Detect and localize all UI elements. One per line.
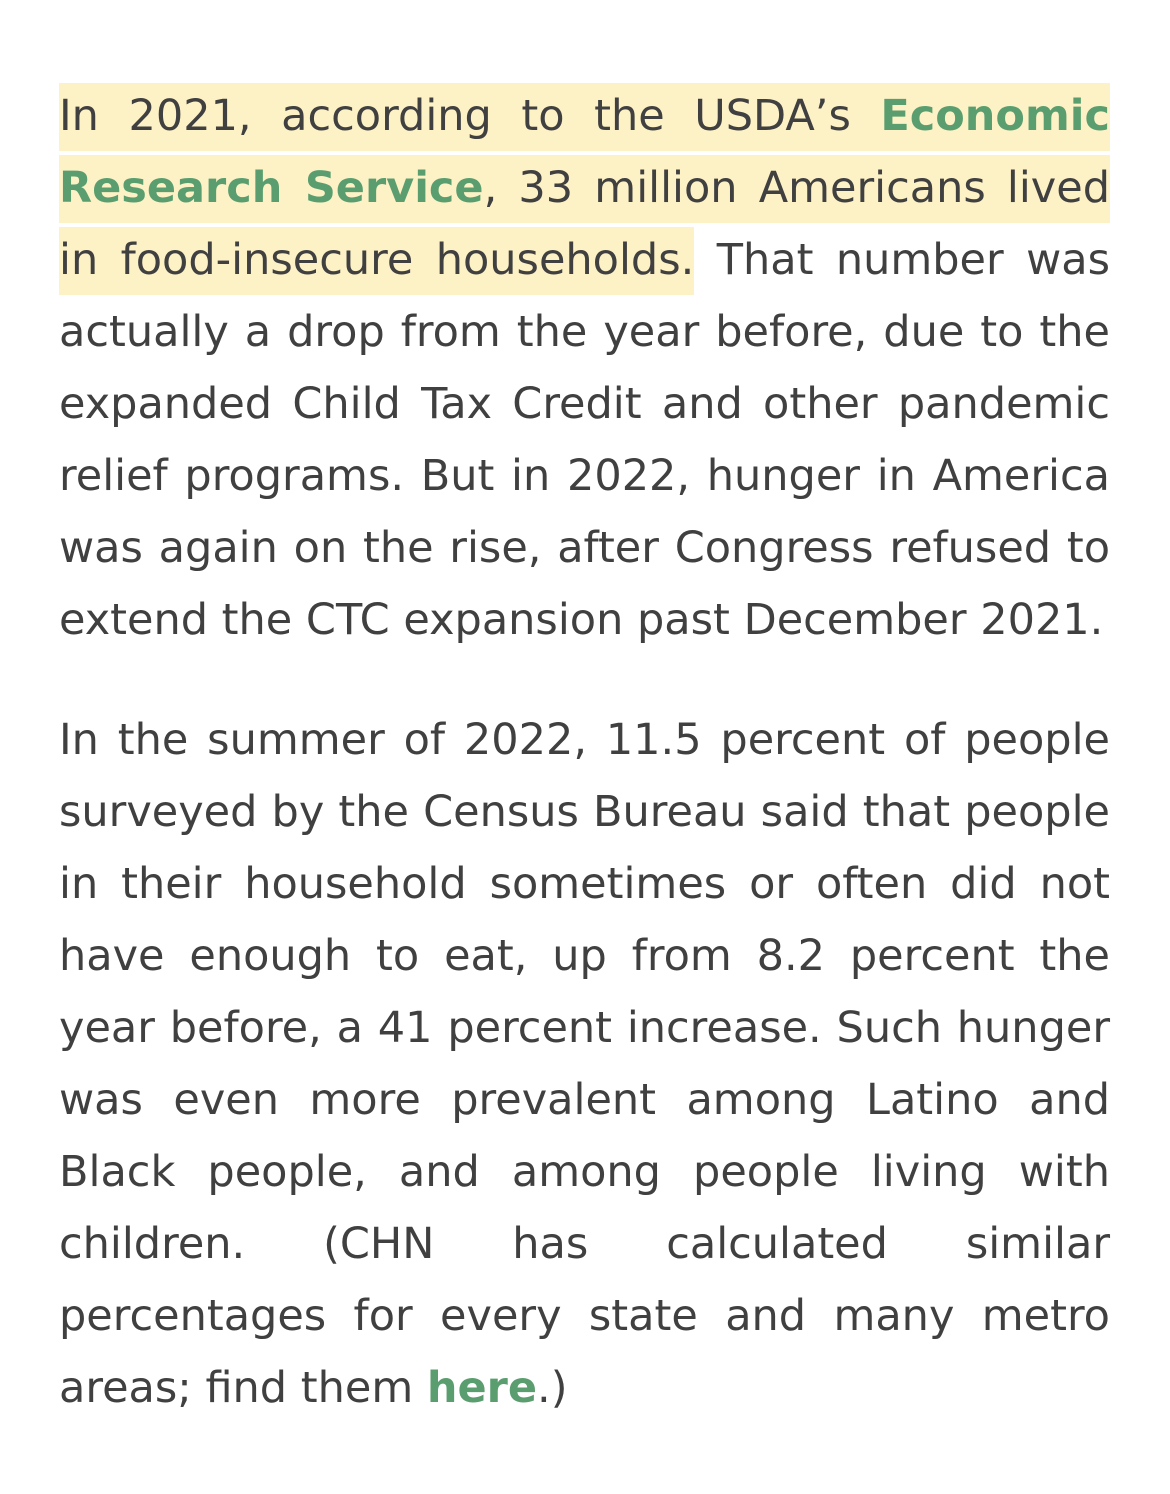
paragraph-food-insecurity	[59, 80, 1110, 656]
paragraph1-rest: That number was actually a drop from the year before, due to the expanded Child Tax Credit and other pandemic relief programs. But in 2022, hunger in America was again on the rise, after Congress refused to extend the CTC expansion past December 2021.	[59, 235, 1110, 645]
paragraph2-tail: .)	[537, 1363, 568, 1413]
article-body	[59, 80, 1110, 1472]
paragraph1-intro: In 2021, according to the USDA’s	[59, 91, 881, 141]
state-data-here-link[interactable]: here	[426, 1363, 538, 1413]
paragraph-census-survey	[59, 704, 1110, 1424]
economic-research-service-link[interactable]: Economic Research Service	[59, 91, 1110, 213]
paragraph2-text: In the summer of 2022, 11.5 percent of people surveyed by the Census Bureau said that people in their household sometimes or often did not have enough to eat, up from 8.2 percent the year before, a 41 percent increase. Such hunger was even more prevalent among Latino and Black people, and among people living with children. (CHN has calculated similar percentages for every state and many metro areas; find them	[59, 715, 1110, 1413]
paragraph1-highlight-tail: , 33 million Americans lived in food-insecure households.	[59, 163, 1110, 285]
